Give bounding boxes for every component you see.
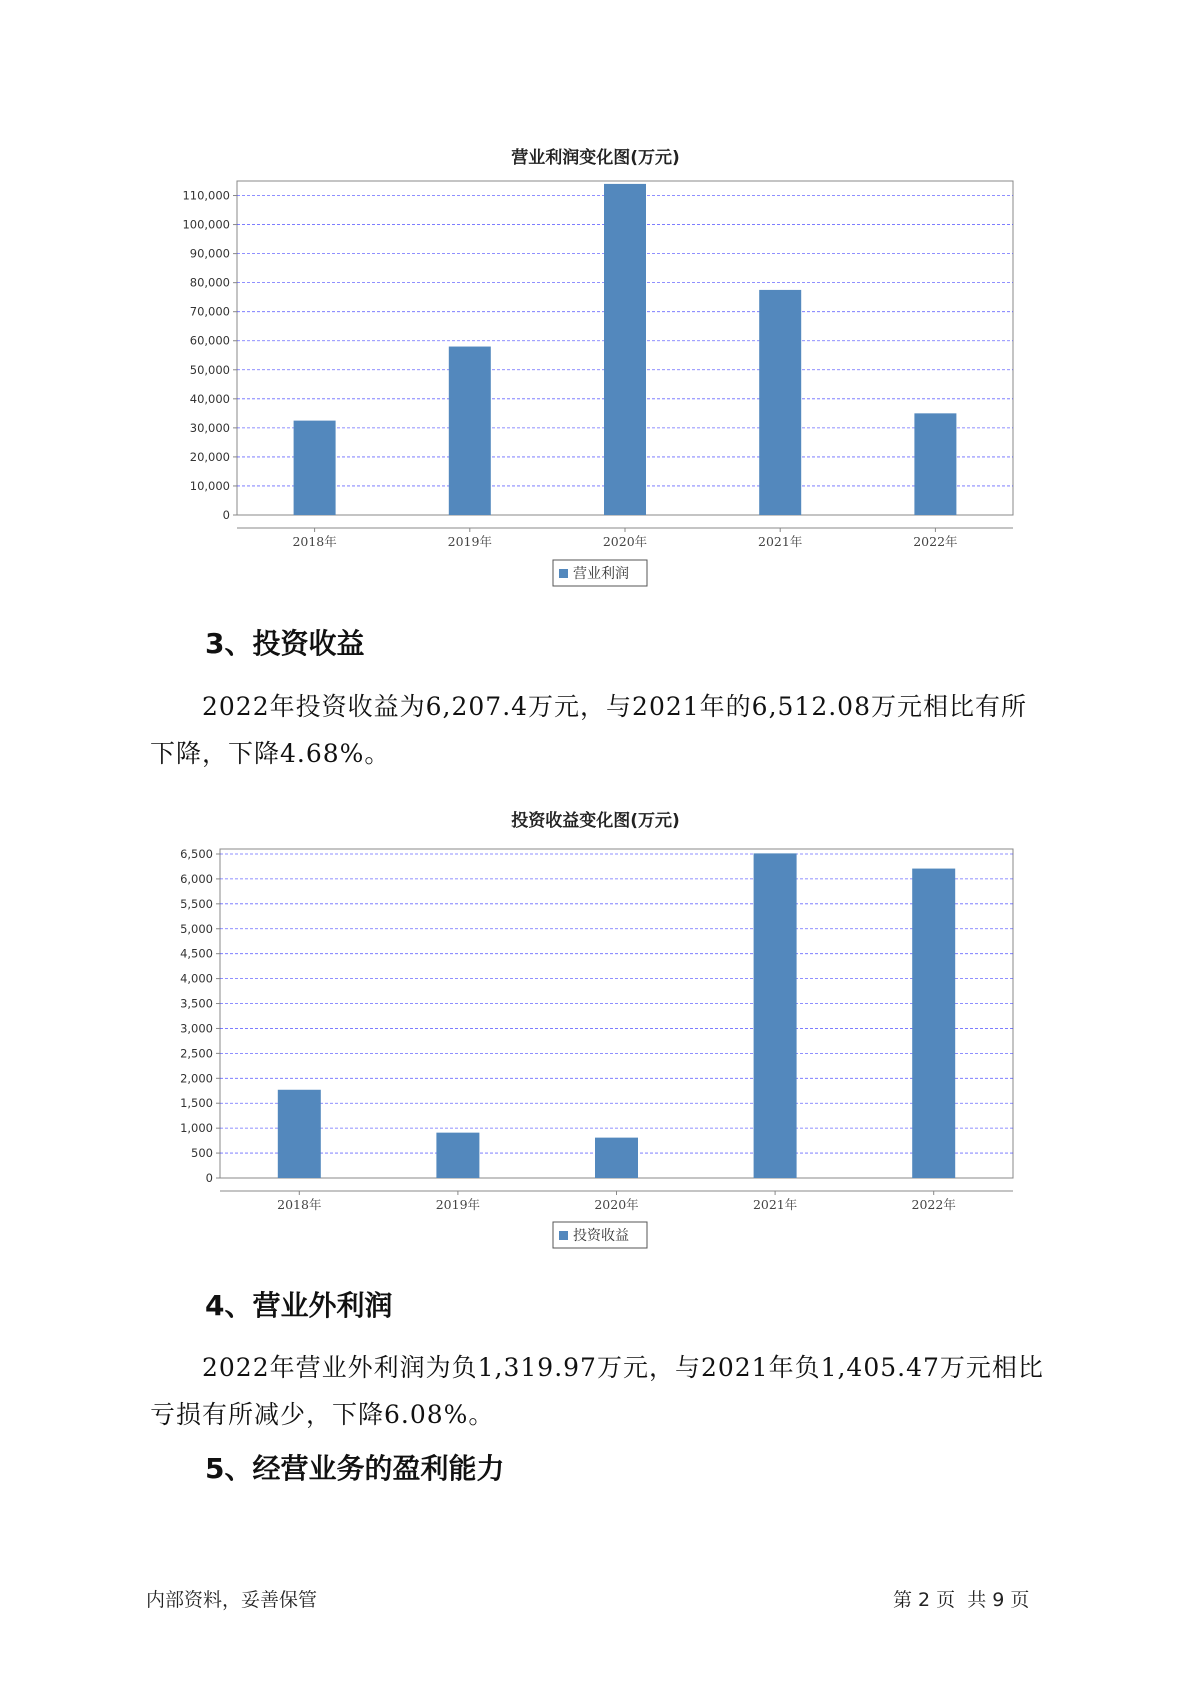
chart-title-investment-income: 投资收益变化图(万元) <box>511 811 680 831</box>
y-tick-label: 4,500 <box>180 946 213 961</box>
legend-swatch <box>559 1231 568 1240</box>
legend-label: 营业利润 <box>573 566 629 582</box>
y-tick-label: 30,000 <box>189 420 230 435</box>
x-tick-label: 2019年 <box>435 1197 481 1212</box>
x-tick-label: 2021年 <box>752 1197 798 1212</box>
y-tick-label: 80,000 <box>189 275 230 290</box>
y-tick-label: 3,000 <box>180 1021 213 1036</box>
y-tick-label: 4,000 <box>180 971 213 986</box>
bar-2020年 <box>595 1138 638 1178</box>
footer-page-number: 第 2 页 共 9 页 <box>893 1589 1030 1611</box>
y-tick-label: 70,000 <box>189 304 230 319</box>
x-tick-label: 2018年 <box>292 534 337 549</box>
x-tick-label: 2022年 <box>911 1197 956 1212</box>
y-tick-label: 50,000 <box>189 362 230 377</box>
y-tick-label: 100,000 <box>182 217 230 232</box>
footer-confidential-note: 内部资料，妥善保管 <box>146 1589 318 1611</box>
y-tick-label: 2,000 <box>180 1071 213 1086</box>
legend <box>553 1222 647 1248</box>
y-tick-label: 1,500 <box>180 1096 213 1111</box>
y-tick-label: 3,500 <box>180 996 213 1011</box>
x-tick-label: 2019年 <box>447 534 492 549</box>
plot-frame <box>220 849 1013 1178</box>
y-tick-label: 1,000 <box>180 1121 213 1136</box>
y-tick-label: 40,000 <box>189 391 230 406</box>
y-tick-label: 0 <box>205 1171 213 1185</box>
bar-2021年 <box>754 853 797 1178</box>
y-tick-label: 10,000 <box>189 478 230 493</box>
x-tick-label: 2021年 <box>758 534 803 549</box>
y-tick-label: 0 <box>222 508 230 522</box>
y-tick-label: 5,000 <box>180 921 213 936</box>
y-tick-label: 110,000 <box>182 188 230 203</box>
legend-label: 投资收益 <box>573 1228 629 1244</box>
y-tick-label: 60,000 <box>189 333 230 348</box>
bar-2022年 <box>912 869 955 1178</box>
section-4-heading: 4、营业外利润 <box>205 1289 393 1322</box>
y-tick-label: 20,000 <box>189 449 230 464</box>
x-tick-label: 2018年 <box>277 1197 322 1212</box>
y-tick-label: 6,000 <box>180 871 213 886</box>
bar-2018年 <box>278 1090 321 1178</box>
y-tick-label: 5,500 <box>180 896 213 911</box>
y-tick-label: 6,500 <box>180 846 213 861</box>
x-tick-label: 2022年 <box>913 534 958 549</box>
section-4-paragraph: 2022年营业外利润为负1,319.97万元，与2021年负1,405.47万元相比亏损有所减少，下降6.08%。 <box>150 1353 1044 1429</box>
y-tick-label: 2,500 <box>180 1046 213 1061</box>
section-3-heading: 3、投资收益 <box>205 627 365 660</box>
x-tick-label: 2020年 <box>602 534 648 549</box>
chart-title-operating-profit: 营业利润变化图(万元) <box>511 148 680 168</box>
x-tick-label: 2020年 <box>594 1197 639 1212</box>
y-tick-label: 500 <box>191 1146 213 1161</box>
bar-2019年 <box>436 1133 479 1178</box>
section-5-heading: 5、经营业务的盈利能力 <box>205 1452 505 1485</box>
y-tick-label: 90,000 <box>189 246 230 261</box>
section-3-paragraph: 2022年投资收益为6,207.4万元，与2021年的6,512.08万元相比有所下降，下降4.68%。 <box>150 692 1027 768</box>
